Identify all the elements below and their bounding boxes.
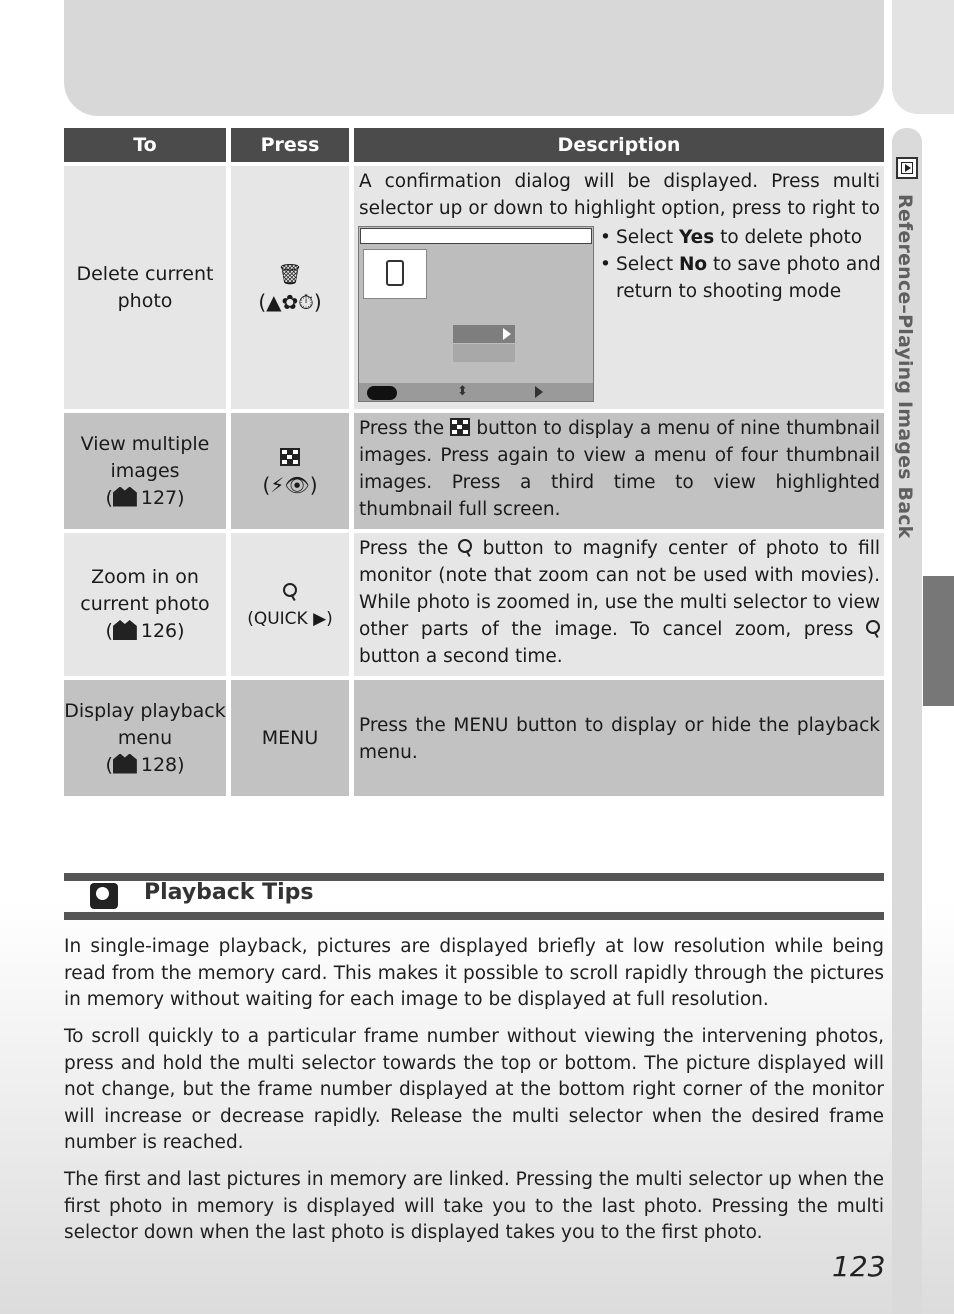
header-press: Press <box>231 128 349 162</box>
playback-icon <box>896 157 918 179</box>
bullet-item: • Select No to save photo and return to shooting mode <box>600 254 881 302</box>
zoom-icon <box>458 539 472 553</box>
row-menu-press <box>231 680 349 796</box>
to-line-2: photo <box>117 289 173 312</box>
dialog-option <box>453 344 515 362</box>
confirmation-dialog-screen <box>358 226 594 402</box>
lightbulb-icon <box>90 883 118 909</box>
row-zoom-to <box>64 533 226 676</box>
tips-paragraph: In single-image playback, pictures are displayed briefly at low resolution while being read from the memory card. This makes it possible to scroll rapidly through the pictures in memory without waiting for each image to be displayed at full resolution. <box>64 936 884 1010</box>
to-line-1: Delete current <box>76 262 214 285</box>
thumbnail-grid-icon <box>450 418 470 436</box>
row-delete-to <box>64 166 226 409</box>
dialog-footer <box>359 383 593 401</box>
tips-title: Playback Tips <box>144 880 314 905</box>
trash-thumbnail <box>363 249 427 299</box>
to-line-1: View multiple <box>80 432 210 455</box>
to-line-2: current photo <box>80 593 210 615</box>
page-ref: ( 127) <box>105 486 185 509</box>
row-multi-to <box>64 413 226 529</box>
row-menu-to <box>64 680 226 796</box>
page-ref: ( 126) <box>105 620 185 642</box>
row-multi-press <box>231 413 349 529</box>
side-section-tab <box>923 576 954 706</box>
top-gray-panel <box>64 0 884 116</box>
reference-icon <box>113 487 137 507</box>
right-arrow-icon <box>535 386 543 398</box>
to-line-1: Display playback <box>64 699 226 722</box>
delete-description-text: A confirmation dialog will be displayed. Press multi selector up or down to highlight option, press to right to <box>359 171 880 219</box>
dialog-option-highlighted <box>453 325 515 343</box>
to-line-2: menu <box>117 726 173 749</box>
to-line-1: Zoom in on <box>91 566 199 588</box>
menu-pill-icon <box>367 386 397 400</box>
zoom-icon <box>283 577 297 605</box>
thumbnail-grid-icon <box>280 443 300 471</box>
reference-icon <box>113 754 137 774</box>
page-number: 123 <box>832 1250 886 1283</box>
zoom-icon <box>866 620 880 634</box>
header-description: Description <box>354 128 884 162</box>
zoom-description-text: Press the button to magnify center of photo to fill monitor (note that zoom can not be used with movies). While photo is zoomed in, use the multi selector to view other parts of the image. To cancel zoom, press button a second time. <box>359 538 880 667</box>
side-section-label: Reference–Playing Images Back <box>894 194 916 539</box>
row-menu-description <box>354 680 884 796</box>
menu-description-text: Press the MENU button to display or hide the playback menu. <box>359 715 880 763</box>
header-to: To <box>64 128 226 162</box>
quick-review-label: (QUICK ▶) <box>247 608 333 629</box>
tips-paragraph: To scroll quickly to a particular frame number without viewing the intervening photos, press and hold the multi selector towards the top or bottom. The picture displayed will not change, but the frame number displayed at the bottom right corner of the monitor will increase or decrease rapidly. Release the multi selector when the desired frame number is reached. <box>64 1026 884 1153</box>
row-delete-press <box>231 166 349 409</box>
side-top-tab <box>892 0 954 114</box>
bullet-item: • Select Yes to delete photo <box>600 227 863 248</box>
trash-icon: 🗑 <box>277 261 303 286</box>
row-multi-description <box>354 413 884 529</box>
delete-bullets <box>600 224 882 305</box>
tips-paragraph: The first and last pictures in memory are linked. Pressing the multi selector up when the first photo in memory is displayed will take you to the last photo. Pressing the multi selector down when the last photo is displayed takes you to the first photo. <box>64 1169 884 1243</box>
up-down-icon: ⬍ <box>457 384 468 399</box>
mode-icons: (▲✿⏱) <box>258 289 322 314</box>
reference-icon <box>113 620 137 640</box>
row-zoom-description <box>354 533 884 676</box>
menu-button-label: MENU <box>261 726 319 749</box>
to-line-2: images <box>110 459 180 482</box>
tips-rule-bottom <box>64 912 884 920</box>
multi-description-text: Press the button to display a menu of nine thumbnail images. Press again to view a menu of four thumbnail images. Press a third time to view highlighted thumbnail full screen. <box>359 418 881 520</box>
right-arrow-icon <box>503 328 511 340</box>
flash-eye-icons: (⚡👁) <box>262 473 318 497</box>
row-zoom-press <box>231 533 349 676</box>
page-ref: ( 128) <box>105 753 185 776</box>
dialog-title-bar <box>360 228 592 244</box>
trash-can-icon <box>386 260 404 286</box>
